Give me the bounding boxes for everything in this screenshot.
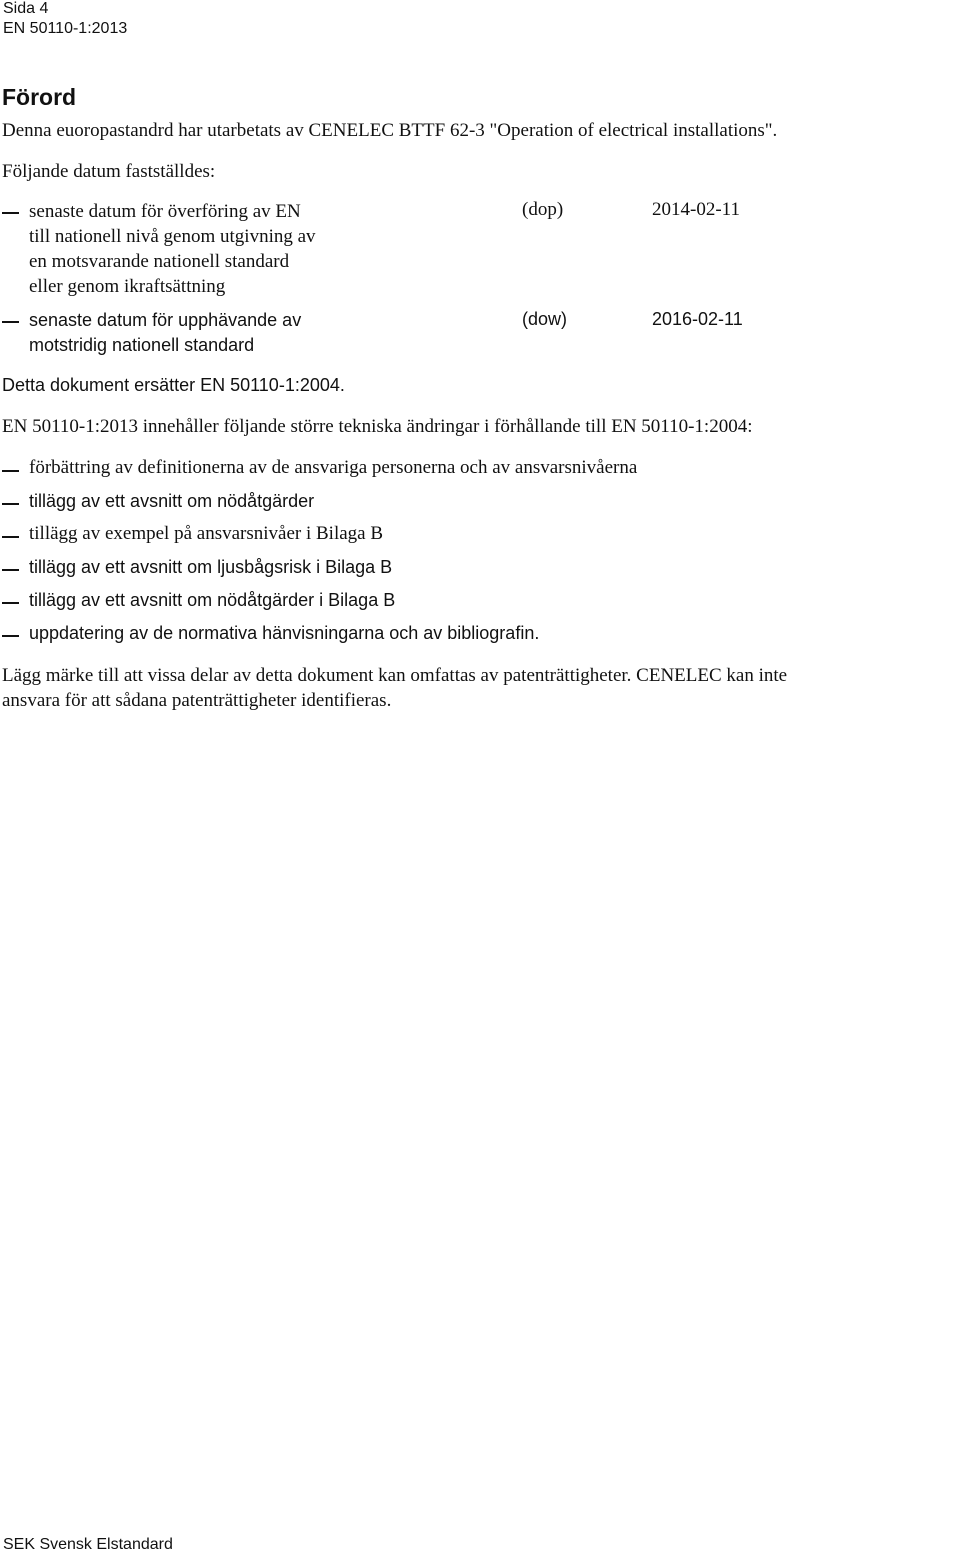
footer-publisher: SEK Svensk Elstandard (3, 1536, 173, 1553)
description-line: motstridig nationell standard (29, 335, 255, 355)
changes-intro: EN 50110-1:2013 innehåller följande större tekniska ändringar i förhållande till EN 50110-1:2004: (2, 416, 753, 437)
patent-note-line: Lägg märke till att vissa delar av detta dokument kan omfattas av patenträttigheter. CENELEC kan inte (2, 665, 788, 686)
list-item: förbättring av definitionerna av de ansvariga personerna och av ansvarsnivåerna (29, 457, 638, 478)
date-value: 2014-02-11 (652, 199, 740, 220)
description-line: en motsvarande nationell standard (29, 251, 290, 272)
list-item: tillägg av exempel på ansvarsnivåer i Bilaga B (29, 523, 384, 544)
description-line: eller genom ikraftsättning (29, 276, 226, 297)
intro-paragraph: Denna euoropastandrd har utarbetats av CENELEC BTTF 62-3 "Operation of electrical installations". (2, 120, 778, 141)
list-item: tillägg av ett avsnitt om ljusbågsrisk i Bilaga B (29, 557, 393, 577)
dash-marker (2, 212, 19, 214)
page-number: Sida 4 (3, 0, 49, 17)
date-item-description (29, 199, 316, 299)
supersedes-note: Detta dokument ersätter EN 50110-1:2004. (2, 375, 345, 395)
patent-note-line: ansvara för att sådana patenträttigheter identifieras. (2, 690, 392, 711)
list-item: uppdatering av de normativa hänvisningarna och av bibliografin. (29, 623, 540, 643)
description-line: till nationell nivå genom utgivning av (29, 226, 316, 247)
list-item: tillägg av ett avsnitt om nödåtgärder (29, 491, 315, 511)
list-item: tillägg av ett avsnitt om nödåtgärder i Bilaga B (29, 590, 396, 610)
date-item-description (29, 308, 301, 358)
dates-intro: Följande datum fastställdes: (2, 161, 216, 182)
date-code: (dop) (522, 199, 564, 220)
dash-marker (2, 321, 19, 323)
date-value: 2016-02-11 (652, 309, 743, 329)
description-line: senaste datum för upphävande av (29, 310, 302, 330)
section-title: Förord (2, 84, 77, 110)
description-line: senaste datum för överföring av EN (29, 201, 301, 222)
date-code: (dow) (522, 309, 568, 329)
document-id: EN 50110-1:2013 (3, 20, 128, 37)
